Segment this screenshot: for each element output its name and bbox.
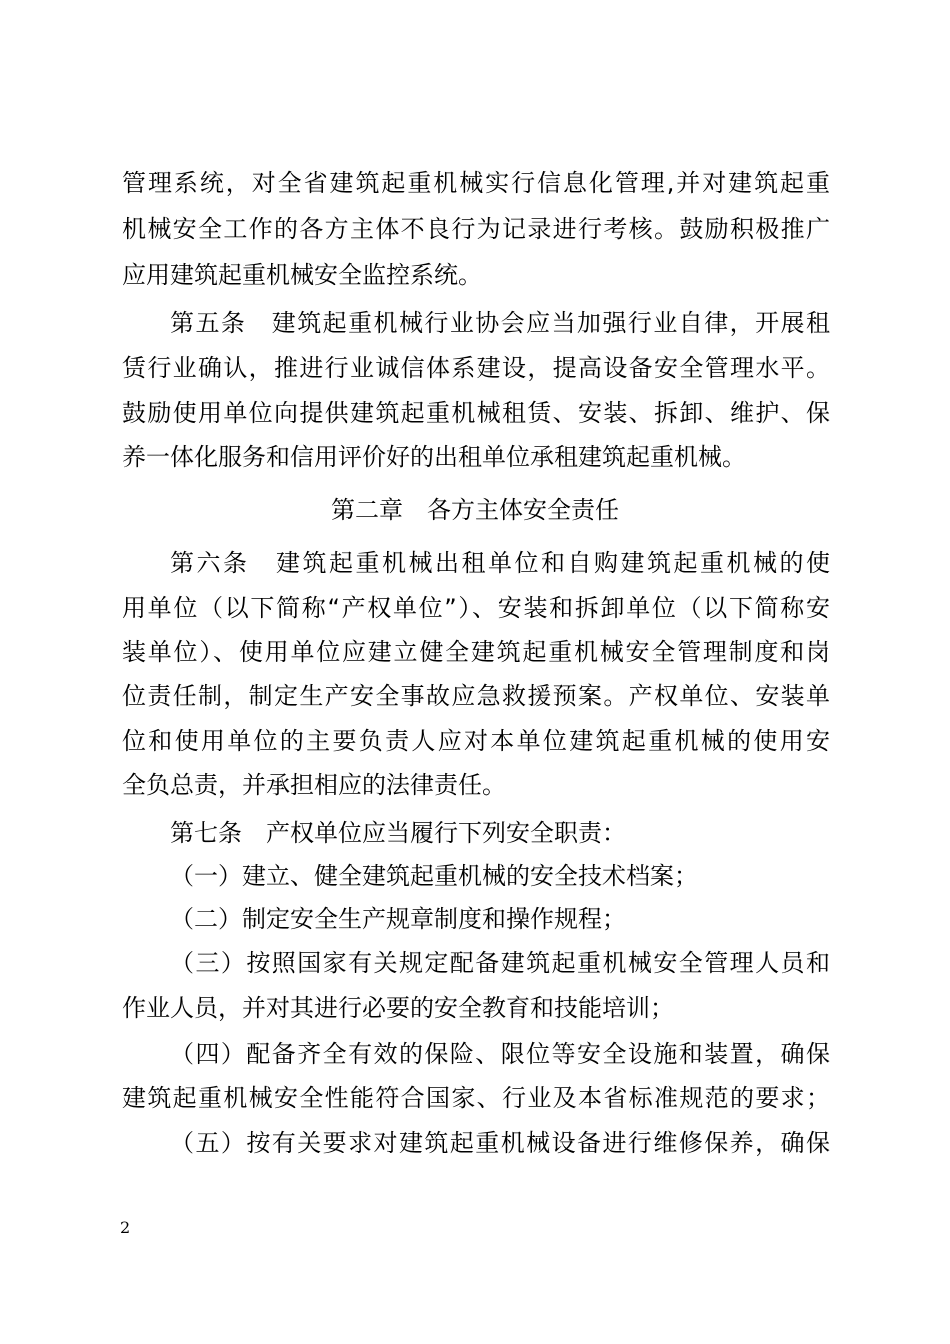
body-text-line: 鼓励使用单位向提供建筑起重机械租赁、安装、拆卸、维护、保 [122, 399, 830, 427]
list-item-3: （三）按照国家有关规定配备建筑起重机械安全管理人员和 [170, 949, 830, 977]
body-text-line: 位责任制，制定生产安全事故应急救援预案。产权单位、安装单 [122, 682, 830, 710]
body-text-line: 建筑起重机械安全性能符合国家、行业及本省标准规范的要求； [122, 1084, 830, 1112]
body-text-line: 全负总责，并承担相应的法律责任。 [122, 771, 506, 799]
body-text-line: 用单位（以下简称“产权单位”）、安装和拆卸单位（以下简称安 [122, 594, 830, 622]
list-item-4: （四）配备齐全有效的保险、限位等安全设施和装置，确保 [170, 1040, 830, 1068]
article-5-heading-line: 第五条 建筑起重机械行业协会应当加强行业自律，开展租 [170, 309, 830, 337]
body-text-line: 赁行业确认，推进行业诚信体系建设，提高设备安全管理水平。 [122, 354, 830, 382]
page-number: 2 [120, 1218, 131, 1237]
body-text-line: 装单位）、使用单位应建立健全建筑起重机械安全管理制度和岗 [122, 638, 830, 666]
body-text-line: 位和使用单位的主要负责人应对本单位建筑起重机械的使用安 [122, 727, 830, 755]
body-text-line: 管理系统，对全省建筑起重机械实行信息化管理,并对建筑起重 [122, 169, 830, 197]
chapter-heading: 第二章 各方主体安全责任 [331, 496, 619, 524]
article-7-heading-line: 第七条 产权单位应当履行下列安全职责： [170, 819, 626, 847]
list-item-5: （五）按有关要求对建筑起重机械设备进行维修保养，确保 [170, 1129, 830, 1157]
body-text-line: 作业人员，并对其进行必要的安全教育和技能培训； [122, 994, 674, 1022]
body-text-line: 应用建筑起重机械安全监控系统。 [122, 261, 482, 289]
list-item-1: （一）建立、健全建筑起重机械的安全技术档案； [170, 862, 698, 890]
list-item-2: （二）制定安全生产规章制度和操作规程； [170, 905, 626, 933]
body-text-line: 养一体化服务和信用评价好的出租单位承租建筑起重机械。 [122, 443, 746, 471]
article-6-heading-line: 第六条 建筑起重机械出租单位和自购建筑起重机械的使 [170, 549, 830, 577]
body-text-line: 机械安全工作的各方主体不良行为记录进行考核。鼓励积极推广 [122, 215, 830, 243]
